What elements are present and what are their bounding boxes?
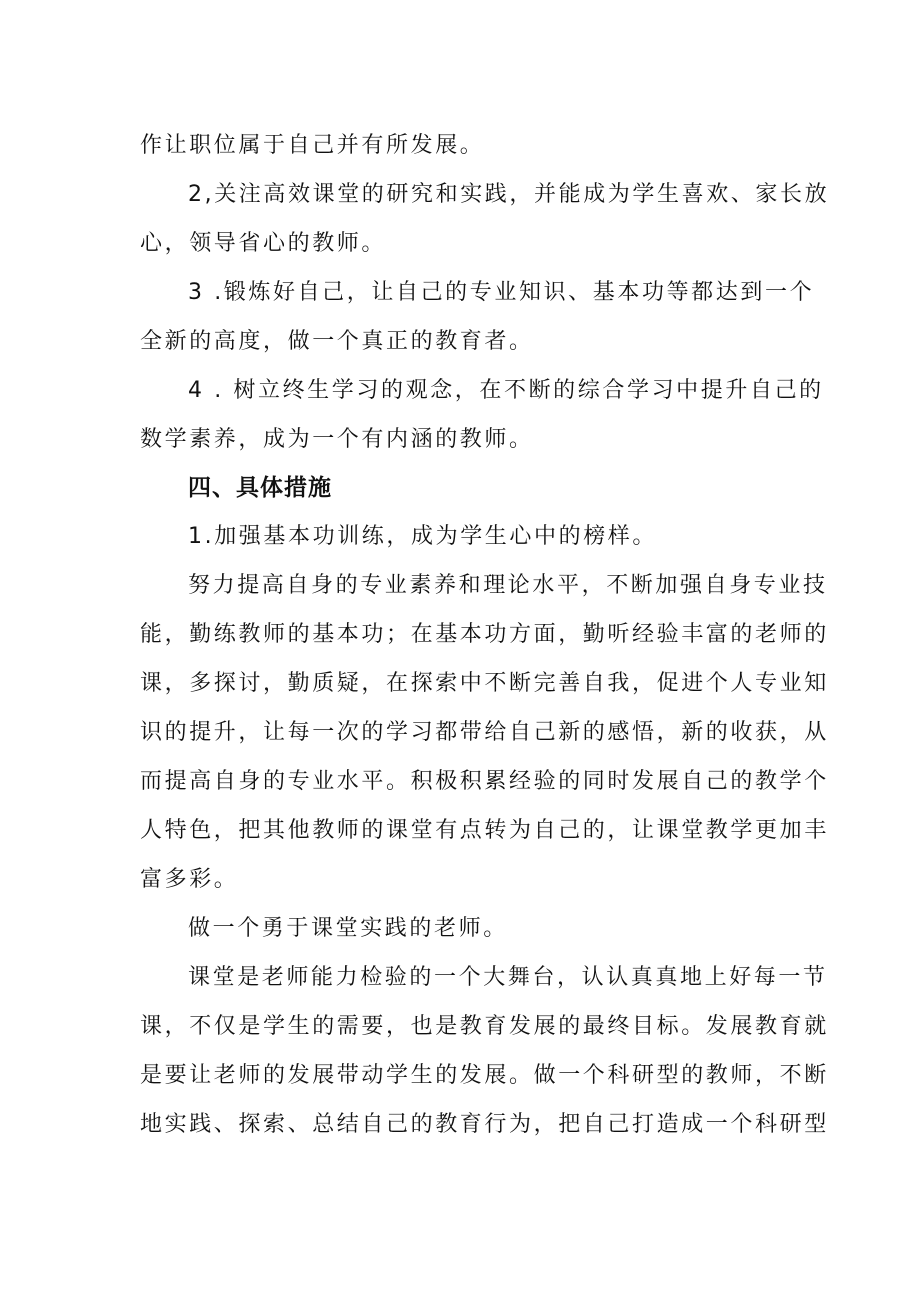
text-line: 作让职位属于自己并有所发展。 [140, 133, 485, 158]
text-line: 1.加强基本功训练，成为学生心中的榜样。 [188, 524, 657, 549]
text-line: 全新的高度，做一个真正的教育者。 [140, 329, 534, 354]
text-line: 心，领导省心的教师。 [140, 231, 387, 256]
text-line: 2,关注高效课堂的研究和实践，并能成为学生喜欢、家长放 [188, 182, 830, 207]
text-line: 课，不仅是学生的需要，也是教育发展的最终目标。发展教育就 [140, 1014, 829, 1039]
text-line: 数学素养，成为一个有内涵的教师。 [140, 427, 534, 452]
text-line: 课堂是老师能力检验的一个大舞台，认认真真地上好每一节 [188, 965, 828, 990]
text-line: 地实践、探索、总结自己的教育行为，把自己打造成一个科研型 [140, 1112, 829, 1137]
text-line: 识的提升，让每一次的学习都带给自己新的感悟，新的收获，从 [140, 720, 829, 745]
text-line: 3 .锻炼好自己，让自己的专业知识、基本功等都达到一个 [188, 280, 815, 305]
text-line: 是要让老师的发展带动学生的发展。做一个科研型的教师，不断 [140, 1063, 829, 1088]
text-line: 做一个勇于课堂实践的老师。 [188, 916, 508, 941]
text-line: 课，多探讨，勤质疑，在探索中不断完善自我，促进个人专业知 [140, 671, 829, 696]
text-line: 富多彩。 [140, 867, 239, 892]
text-line: 能，勤练教师的基本功；在基本功方面，勤听经验丰富的老师的 [140, 622, 829, 647]
text-line: 4 . 树立终生学习的观念，在不断的综合学习中提升自己的 [188, 378, 824, 403]
text-line: 人特色，把其他教师的课堂有点转为自己的，让课堂教学更加丰 [140, 818, 829, 843]
text-line: 努力提高自身的专业素养和理论水平，不断加强自身专业技 [188, 573, 828, 598]
text-line: 而提高自身的专业水平。积极积累经验的同时发展自己的教学个 [140, 769, 829, 794]
section-heading: 四、具体措施 [188, 475, 332, 501]
